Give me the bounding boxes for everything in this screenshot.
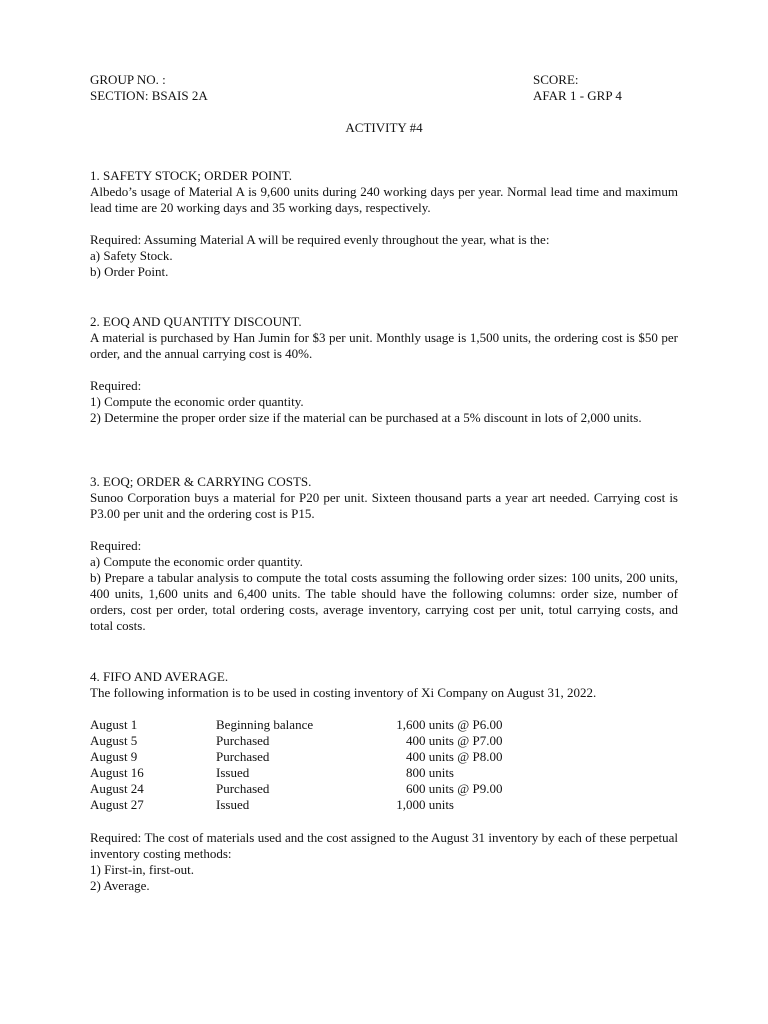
- txn-type: Purchased: [216, 733, 270, 748]
- txn-price: @ P9.00: [457, 781, 503, 796]
- problem-2: [90, 314, 678, 426]
- problem-heading: 4. FIFO AND AVERAGE.: [90, 669, 229, 684]
- required-item: a) Safety Stock.: [90, 248, 173, 263]
- txn-date: August 1: [90, 717, 138, 732]
- problem-required: Required:: [90, 378, 142, 393]
- problem-heading: 2. EOQ AND QUANTITY DISCOUNT.: [90, 314, 302, 329]
- required-item: 2) Determine the proper order size if the material can be purchased at a 5% discount in lots of 2,000 units.: [90, 410, 642, 425]
- table-row: [90, 733, 678, 749]
- problem-body: The following information is to be used in costing inventory of Xi Company on August 31, 2022.: [90, 685, 597, 700]
- document-header: [90, 72, 678, 104]
- txn-price: @ P7.00: [457, 733, 503, 748]
- txn-type: Issued: [216, 765, 250, 780]
- txn-type: Purchased: [216, 781, 270, 796]
- txn-date: August 5: [90, 733, 138, 748]
- txn-date: August 24: [90, 781, 144, 796]
- problem-heading: 3. EOQ; ORDER & CARRYING COSTS.: [90, 474, 312, 489]
- section-label: SECTION: BSAIS 2A: [90, 88, 208, 103]
- problem-4: [90, 669, 678, 701]
- txn-type: Beginning balance: [216, 717, 314, 732]
- required-item: b) Order Point.: [90, 264, 169, 279]
- txn-type: Issued: [216, 797, 250, 812]
- problem-heading: 1. SAFETY STOCK; ORDER POINT.: [90, 168, 293, 183]
- txn-qty: 800 units: [405, 765, 454, 780]
- txn-price: @ P8.00: [457, 749, 503, 764]
- table-row: [90, 717, 678, 733]
- txn-qty: 1,600 units: [396, 717, 454, 732]
- txn-date: August 9: [90, 749, 138, 764]
- table-row: [90, 781, 678, 797]
- required-item: b) Prepare a tabular analysis to compute the total costs assuming the following order sizes: 100 units, 200 units, 400 units, 1,600 units and 6,400 units. The table should have the following columns: order size, number of orders, cost per order, total ordering costs, average inventory, carrying cost per unit, totul carrying costs, and total costs.: [90, 570, 678, 633]
- table-row: [90, 797, 678, 813]
- course-group-label: AFAR 1 - GRP 4: [533, 88, 622, 103]
- score-label: SCORE:: [533, 72, 579, 87]
- txn-date: August 16: [90, 765, 144, 780]
- required-item: a) Compute the economic order quantity.: [90, 554, 303, 569]
- txn-qty: 400 units: [405, 733, 454, 748]
- table-row: [90, 749, 678, 765]
- problem-4-required: [90, 830, 678, 894]
- transactions-table: [90, 717, 678, 813]
- txn-date: August 27: [90, 797, 144, 812]
- activity-title: ACTIVITY #4: [345, 120, 423, 135]
- group-no-label: GROUP NO. :: [90, 72, 166, 87]
- problem-body: Albedo’s usage of Material A is 9,600 units during 240 working days per year. Normal lead time and maximum lead time are 20 working days and 35 working days, respectively.: [90, 184, 678, 215]
- txn-qty: 1,000 units: [396, 797, 454, 812]
- problem-required: Required: The cost of materials used and the cost assigned to the August 31 inventory by each of these perpetual inventory costing methods:: [90, 830, 678, 861]
- problem-body: Sunoo Corporation buys a material for P20 per unit. Sixteen thousand parts a year art needed. Carrying cost is P3.00 per unit and the ordering cost is P15.: [90, 490, 678, 521]
- txn-price: @ P6.00: [457, 717, 503, 732]
- txn-qty: 600 units: [405, 781, 454, 796]
- required-item: 1) First-in, first-out.: [90, 862, 194, 877]
- problem-required: Required: Assuming Material A will be required evenly throughout the year, what is the:: [90, 232, 550, 247]
- required-item: 2) Average.: [90, 878, 150, 893]
- txn-type: Purchased: [216, 749, 270, 764]
- txn-qty: 400 units: [405, 749, 454, 764]
- problem-body: A material is purchased by Han Jumin for $3 per unit. Monthly usage is 1,500 units, the ordering cost is $50 per order, and the annual carrying cost is 40%.: [90, 330, 678, 361]
- problem-1: [90, 168, 678, 280]
- problem-required: Required:: [90, 538, 142, 553]
- problem-3: [90, 474, 678, 634]
- required-item: 1) Compute the economic order quantity.: [90, 394, 304, 409]
- table-row: [90, 765, 678, 781]
